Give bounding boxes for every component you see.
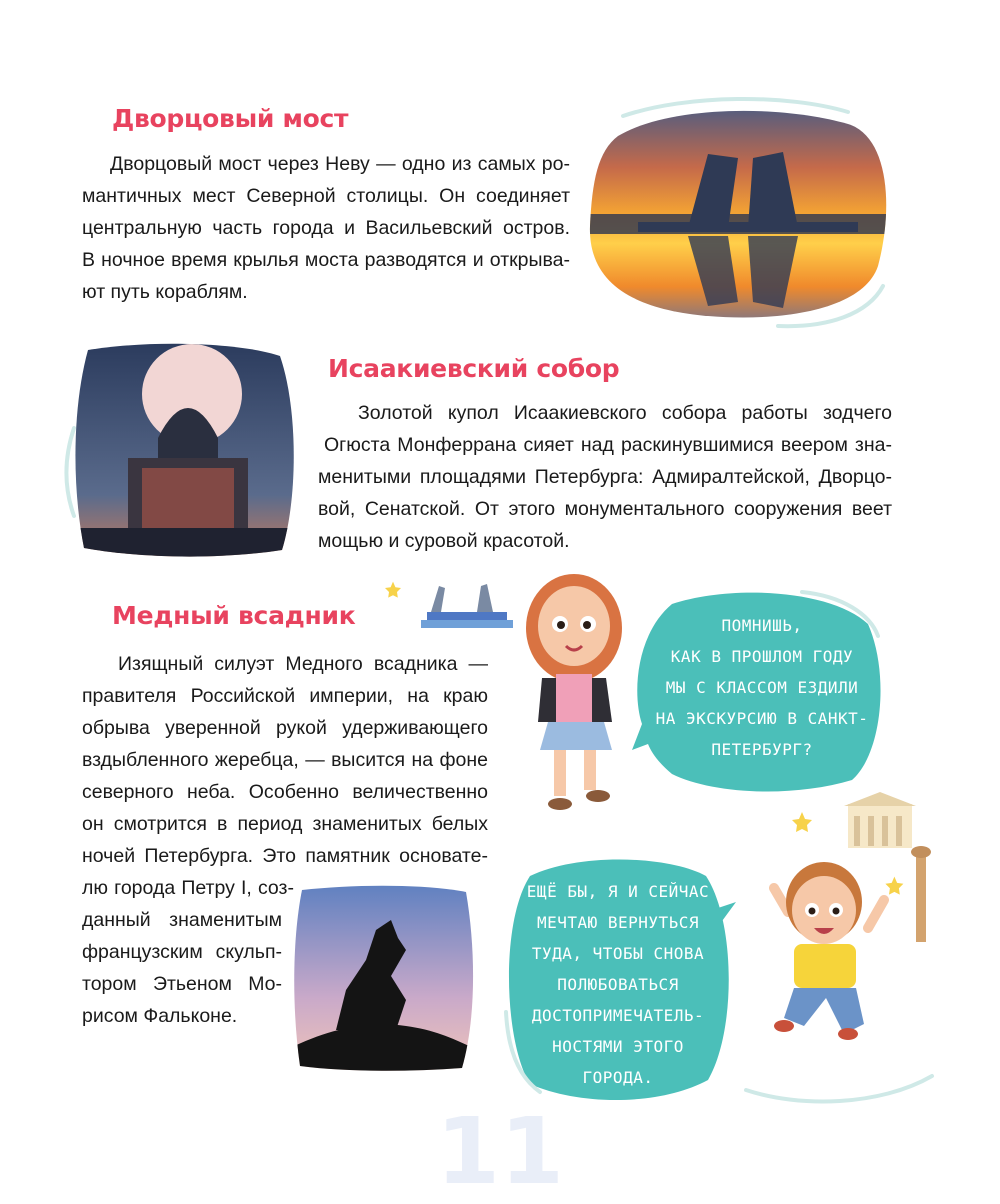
text-line: мантичных мест Северной столицы. Он соединяет: [82, 185, 570, 207]
page-number: 11: [435, 1098, 565, 1204]
decorative-swoosh-icon: [740, 1050, 940, 1110]
section-title-bronze-horseman: Медный всадник: [112, 601, 356, 630]
bubble-line: МЫ С КЛАССОМ ЕЗДИЛИ: [665, 678, 859, 697]
text-line: Изящный силуэт Медного всадника —: [118, 653, 488, 675]
text-line: ночей Петербурга. Это памятник основате-: [82, 845, 488, 867]
bubble-line: ЕЩЁ БЫ, Я И СЕЙЧАС: [526, 882, 710, 901]
bronze-horseman-image: [286, 880, 478, 1076]
section-text-palace-bridge: [82, 148, 570, 308]
text-line: Золотой купол Исаакиевского собора работы зодчего: [358, 402, 892, 424]
boy-character-image: [764, 848, 894, 1044]
palace-bridge-image: [578, 96, 896, 334]
text-line: Дворцовый мост через Неву — одно из самых ро-: [110, 153, 570, 175]
section-title-st-isaacs: Исаакиевский собор: [328, 354, 620, 383]
girl-character-image: [508, 566, 642, 822]
text-line: он смотрится в период знаменитых белых: [82, 813, 488, 835]
bubble-line: ПОЛЮБОВАТЬСЯ: [557, 975, 679, 994]
speech-bubble-1-text: [648, 610, 876, 765]
bubble-line: НА ЭКСКУРСИЮ В САНКТ-: [655, 709, 869, 728]
text-line: Огюста Монферрана сияет над раскинувшимися веером зна-: [324, 434, 892, 456]
bridge-sticker-icon: [385, 568, 513, 630]
text-line: данный знаменитым: [82, 909, 282, 931]
bubble-line: НОСТЯМИ ЭТОГО: [552, 1037, 684, 1056]
bubble-line: ПОМНИШЬ,: [721, 616, 803, 635]
bubble-line: ПЕТЕРБУРГ?: [711, 740, 813, 759]
bubble-line: МЕЧТАЮ ВЕРНУТЬСЯ: [536, 913, 700, 932]
text-line: французским скульп-: [82, 941, 282, 963]
text-line: вой, Сенатской. От этого монументального сооружения веет: [318, 498, 892, 520]
text-line: правителя Российской империи, на краю: [82, 685, 488, 707]
bubble-line: ДОСТОПРИМЕЧАТЕЛЬ-: [531, 1006, 705, 1025]
bubble-line: ТУДА, ЧТОБЫ СНОВА: [531, 944, 705, 963]
bubble-line: ГОРОДА.: [582, 1068, 654, 1087]
text-line: рисом Фальконе.: [82, 1005, 238, 1027]
text-line: менитыми площадями Петербурга: Адмиралтейской, Дворцо-: [318, 466, 892, 488]
text-line: северного неба. Особенно величественно: [82, 781, 488, 803]
text-line: лю города Петру I, соз-: [82, 877, 294, 899]
text-line: В ночное время крылья моста разводятся и открыва-: [82, 249, 570, 271]
text-line: обрыва уверенной рукой удерживающего: [82, 717, 488, 739]
text-line: вздыбленного жеребца, — высится на фоне: [82, 749, 488, 771]
text-line: ют путь кораблям.: [82, 281, 248, 303]
bubble-line: КАК В ПРОШЛОМ ГОДУ: [670, 647, 854, 666]
section-title-palace-bridge: Дворцовый мост: [112, 104, 349, 133]
text-line: тором Этьеном Мо-: [82, 973, 282, 995]
st-isaacs-cathedral-image: [58, 338, 306, 562]
section-text-st-isaacs: [318, 397, 892, 557]
text-line: центральную часть города и Васильевский остров.: [82, 217, 570, 239]
speech-bubble-2-text: [508, 876, 728, 1093]
text-line: мощью и суровой красотой.: [318, 530, 570, 552]
